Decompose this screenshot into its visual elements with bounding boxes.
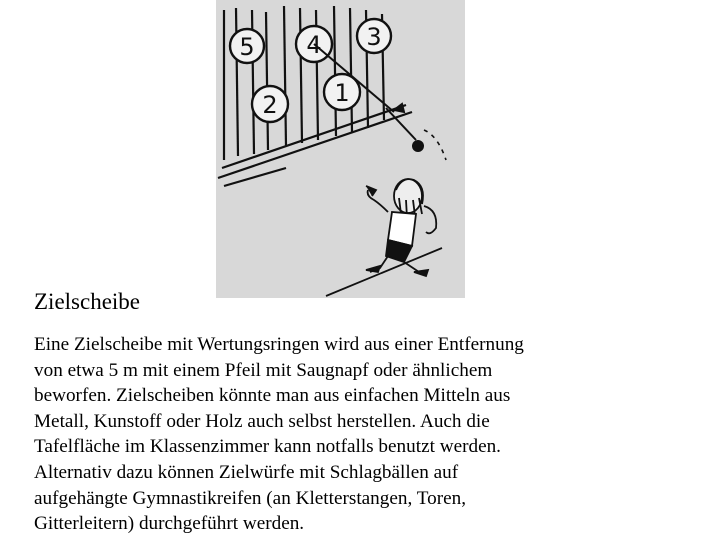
paragraph-line: Tafelfläche im Klassenzimmer kann notfalls benutzt werden. bbox=[34, 436, 501, 458]
description-paragraph bbox=[34, 332, 714, 537]
ring-label-4: 4 bbox=[306, 31, 322, 59]
ring-label-5: 5 bbox=[239, 33, 255, 61]
ring-label-1: 1 bbox=[334, 79, 350, 107]
paragraph-line: Metall, Kunstoff oder Holz auch selbst herstellen. Auch die bbox=[34, 410, 490, 432]
paragraph-line: beworfen. Zielscheiben könnte man aus einfachen Mitteln aus bbox=[34, 385, 511, 407]
paragraph-line: von etwa 5 m mit einem Pfeil mit Saugnapf oder ähnlichem bbox=[34, 359, 493, 381]
paragraph-line: aufgehängte Gymnastikreifen (an Kletterstangen, Toren, bbox=[34, 487, 466, 509]
target-throwing-illustration bbox=[216, 0, 465, 298]
paragraph-line: Alternativ dazu können Zielwürfe mit Schlagbällen auf bbox=[34, 461, 459, 483]
ball bbox=[412, 140, 424, 152]
paragraph-line: Eine Zielscheibe mit Wertungsringen wird aus einer Entfernung bbox=[34, 334, 524, 355]
ring-label-2: 2 bbox=[262, 91, 278, 119]
ring-label-3: 3 bbox=[366, 23, 382, 51]
page-heading: Zielscheibe bbox=[34, 289, 141, 314]
paragraph-line: Gitterleitern) durchgeführt werden. bbox=[34, 513, 305, 535]
thrower-figure bbox=[366, 179, 436, 276]
target-throwing-drawing bbox=[216, 0, 465, 298]
